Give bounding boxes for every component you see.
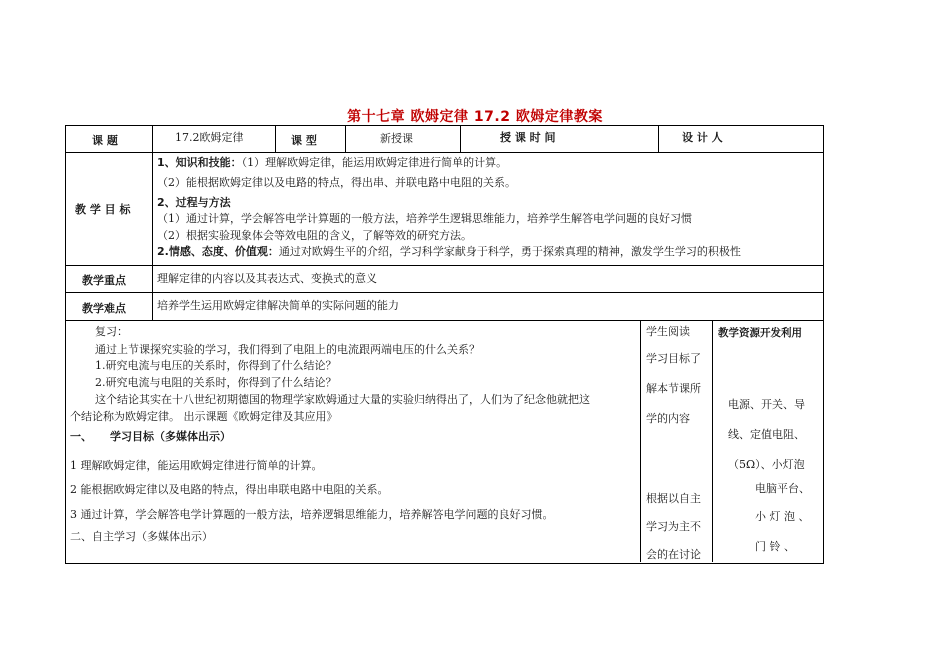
student-activity-1: 学生阅读 bbox=[646, 325, 690, 338]
section-1-number: 一、 bbox=[70, 430, 92, 443]
col-divider bbox=[712, 320, 713, 562]
goal-1: 1 理解欧姆定律，能运用欧姆定律进行简单的计算。 bbox=[70, 459, 323, 472]
col-divider bbox=[275, 125, 276, 152]
row-divider bbox=[65, 265, 823, 266]
student-activity-7: 会的在讨论 bbox=[646, 548, 701, 561]
process-text-1: （1）通过计算，学会解答电学计算题的一般方法，培养学生逻辑思维能力，培养学生解答电学问题的良好习惯 bbox=[157, 212, 692, 225]
student-activity-4: 学的内容 bbox=[646, 412, 690, 425]
emotion-text: 通过对欧姆生平的介绍，学习科学家献身于科学，勇于探索真理的精神，激发学生学习的积极性 bbox=[278, 245, 741, 258]
resources-header: 教学资源开发利用 bbox=[718, 327, 802, 339]
goal-2: 2 能根据欧姆定律以及电路的特点，得出串联电路中电阻的关系。 bbox=[70, 483, 389, 496]
topic-value: 17.2欧姆定律 bbox=[175, 131, 244, 144]
review-question-1: 1.研究电流与电压的关系时，你得到了什么结论？ bbox=[95, 359, 337, 372]
col-divider bbox=[658, 125, 659, 152]
page-title: 第十七章 欧姆定律 17.2 欧姆定律教案 bbox=[347, 109, 603, 125]
knowledge-line bbox=[157, 156, 507, 170]
type-label: 课 型 bbox=[291, 134, 317, 147]
row-divider bbox=[65, 320, 823, 321]
ohm-paragraph-1: 这个结论其实在十八世纪初期德国的物理学家欧姆通过大量的实验归纳得出了，人们为了纪念他就把这 bbox=[95, 393, 590, 406]
knowledge-heading: 1、知识和技能： bbox=[157, 156, 242, 169]
section-1-title: 学习目标（多媒体出示） bbox=[110, 430, 231, 443]
row-divider bbox=[65, 292, 823, 293]
topic-label: 课 题 bbox=[92, 134, 118, 147]
col-divider bbox=[640, 320, 641, 562]
designer-label: 设 计 人 bbox=[682, 131, 723, 144]
process-heading: 2、过程与方法 bbox=[157, 196, 231, 209]
section-2-title: 二、自主学习（多媒体出示） bbox=[70, 530, 213, 543]
resources-line-6: 门 铃 、 bbox=[755, 540, 795, 553]
emotion-line bbox=[157, 245, 741, 259]
focus-text: 理解定律的内容以及其表达式、变换式的意义 bbox=[157, 272, 377, 285]
student-activity-6: 学习为主不 bbox=[646, 520, 701, 533]
ohm-paragraph-2: 个结论称为欧姆定律。 出示课题《欧姆定律及其应用》 bbox=[70, 410, 338, 423]
objectives-label: 教 学 目 标 bbox=[75, 203, 131, 216]
row-divider bbox=[65, 152, 823, 153]
difficulty-label: 教学难点 bbox=[82, 302, 126, 315]
student-activity-3: 解本节课所 bbox=[646, 382, 701, 395]
emotion-heading: 2.情感、态度、价值观： bbox=[157, 245, 279, 258]
resources-line-5: 小 灯 泡 、 bbox=[755, 510, 810, 523]
student-activity-5: 根据以自主 bbox=[646, 492, 701, 505]
process-text-2: （2）根据实验现象体会等效电阻的含义，了解等效的研究方法。 bbox=[157, 229, 472, 242]
resources-line-2: 线、定值电阻、 bbox=[728, 428, 805, 441]
review-label: 复习： bbox=[95, 325, 128, 338]
type-value: 新授课 bbox=[380, 132, 413, 145]
review-question-2: 2.研究电流与电阻的关系时，你得到了什么结论？ bbox=[95, 376, 337, 389]
focus-label: 教学重点 bbox=[82, 274, 126, 287]
col-divider bbox=[460, 125, 461, 152]
col-divider bbox=[152, 125, 153, 320]
difficulty-text: 培养学生运用欧姆定律解决简单的实际问题的能力 bbox=[157, 299, 399, 312]
knowledge-text-1: （1）理解欧姆定律，能运用欧姆定律进行简单的计算。 bbox=[241, 156, 508, 169]
col-divider bbox=[345, 125, 346, 152]
resources-line-3: （5Ω）、小灯泡 bbox=[728, 458, 805, 471]
review-question: 通过上节课探究实验的学习，我们得到了电阻上的电流跟两端电压的什么关系？ bbox=[95, 343, 480, 356]
knowledge-text-2: （2）能根据欧姆定律以及电路的特点，得出串、并联电路中电阻的关系。 bbox=[157, 176, 516, 189]
resources-line-4: 电脑平台、 bbox=[755, 482, 810, 495]
resources-line-1: 电源、开关、导 bbox=[728, 398, 805, 411]
goal-3: 3 通过计算，学会解答电学计算题的一般方法，培养逻辑思维能力，培养解答电学问题的良好习惯。 bbox=[70, 508, 554, 521]
time-label: 授 课 时 间 bbox=[500, 131, 556, 144]
student-activity-2: 学习目标了 bbox=[646, 352, 701, 365]
